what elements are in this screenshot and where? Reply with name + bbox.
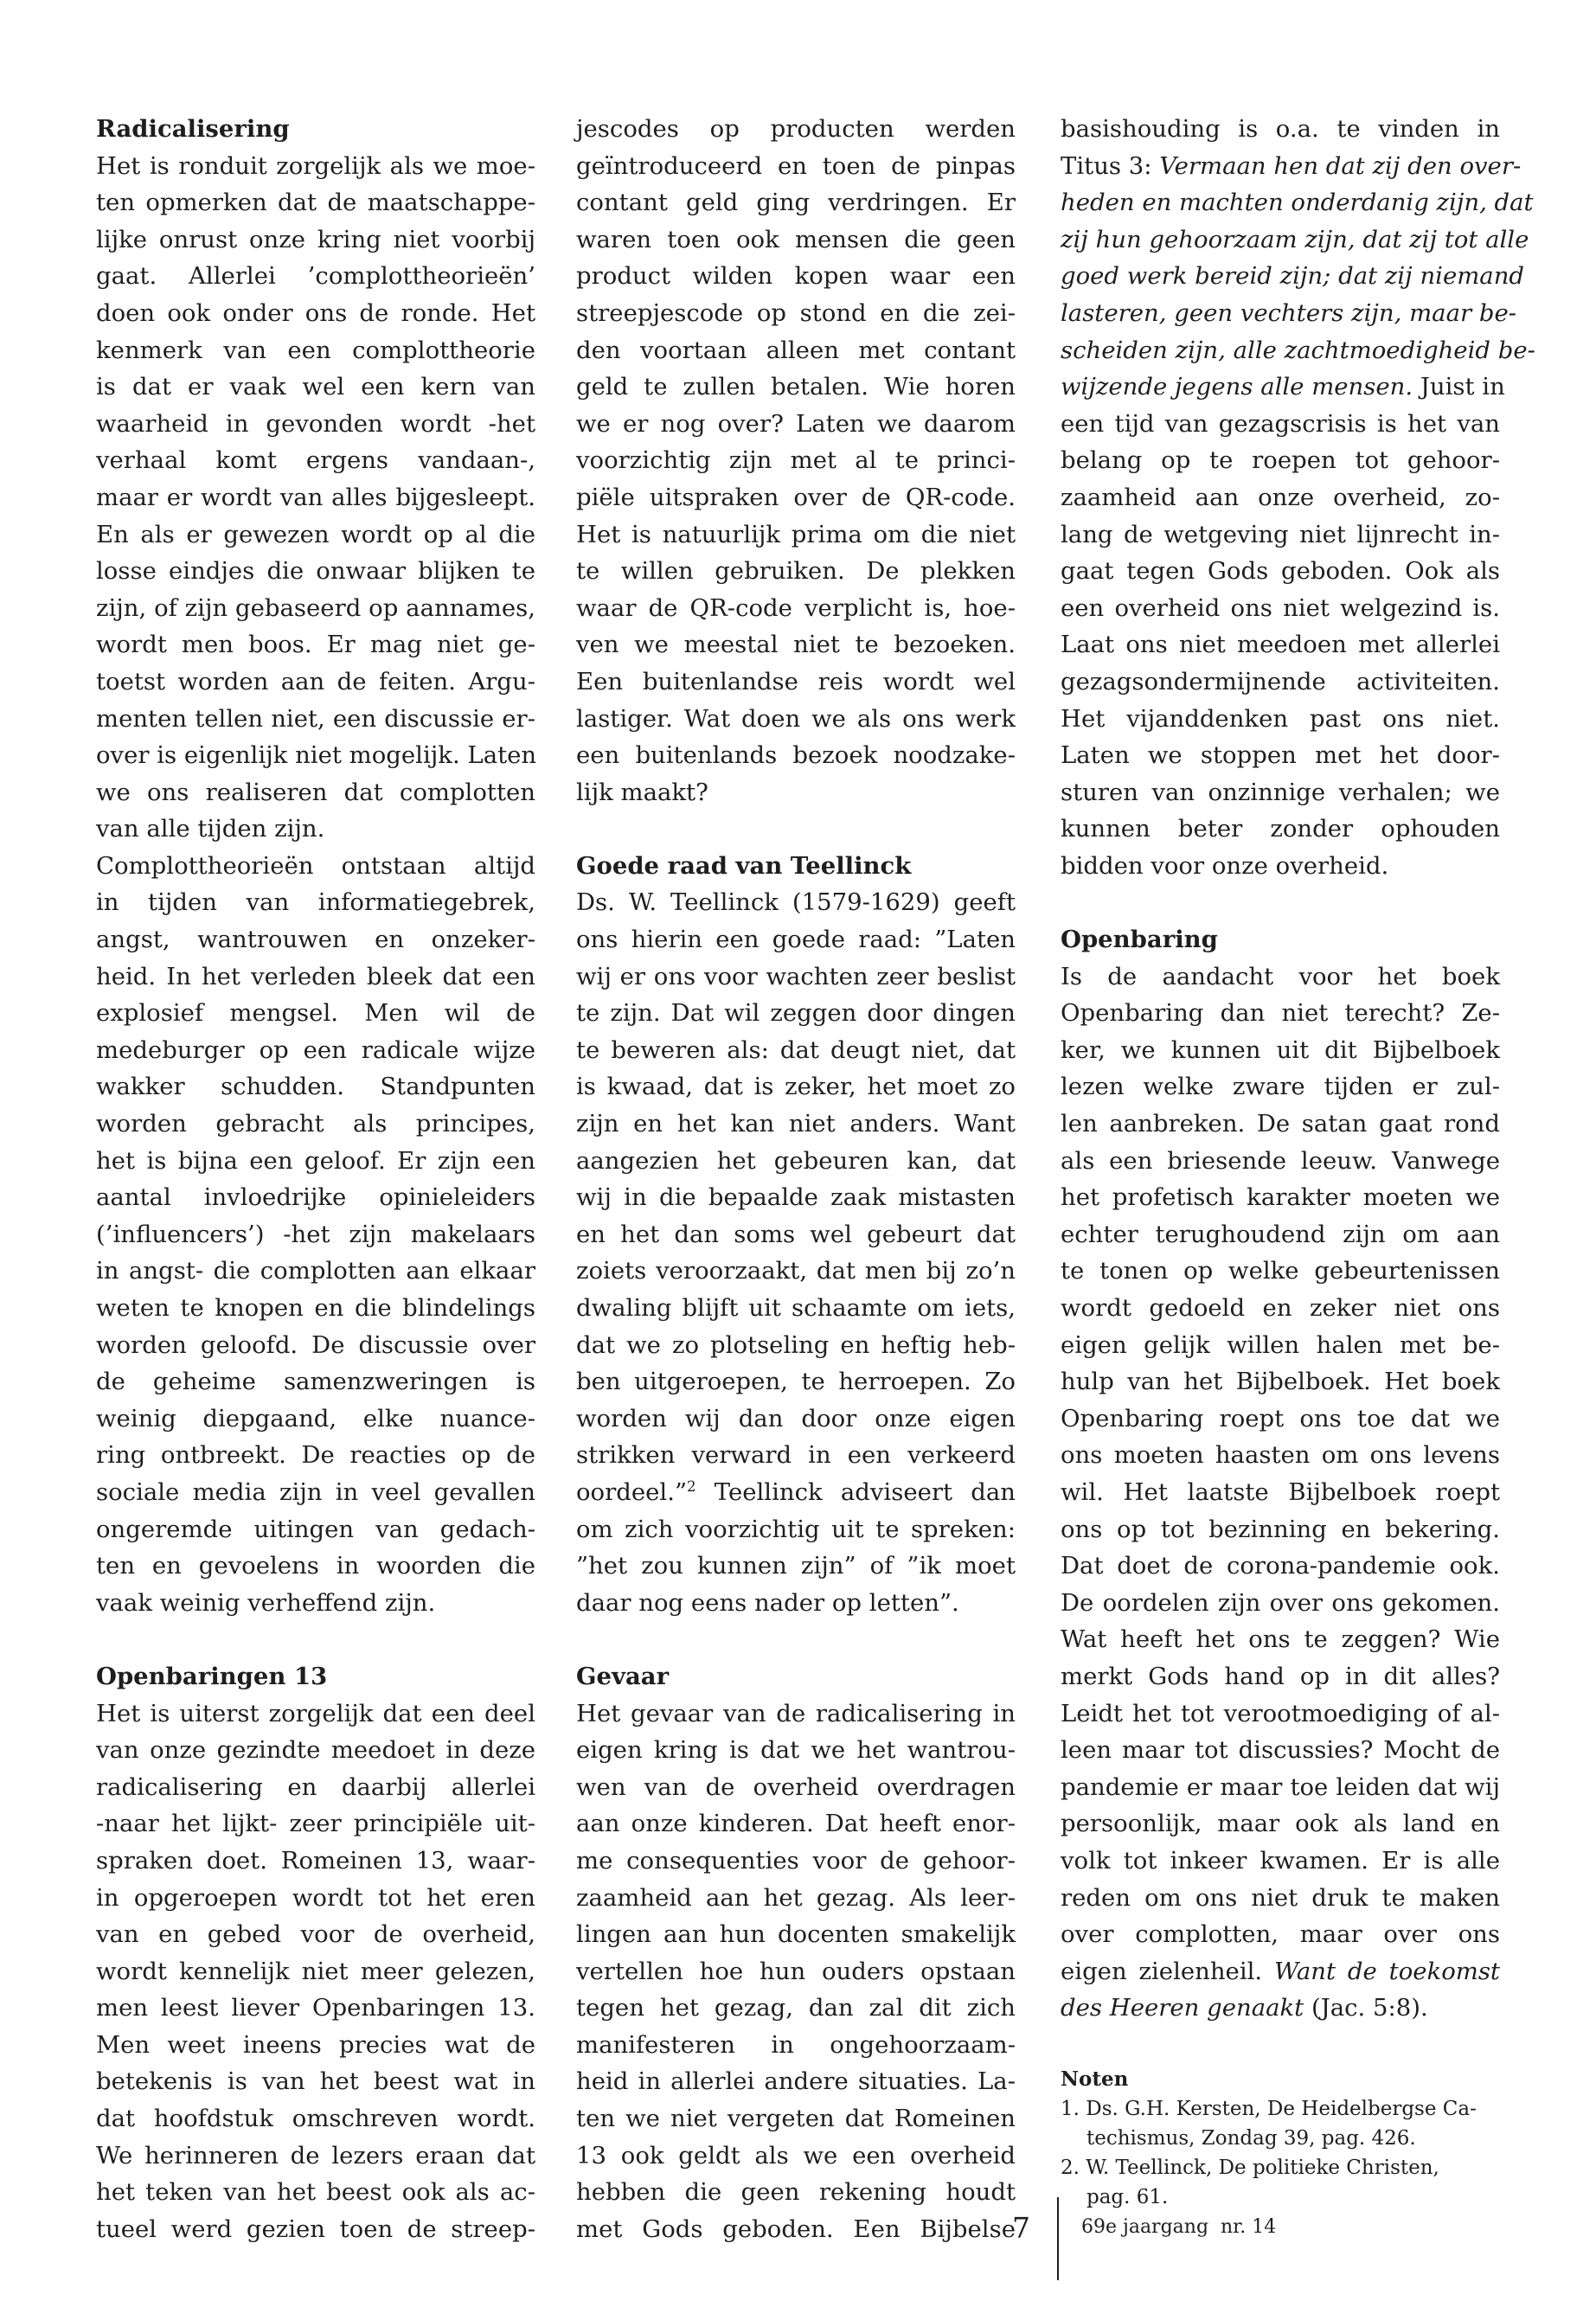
text-line: als een briesende leeuw. Vanwege [1061, 1146, 1500, 1175]
text-line: ven we meestal niet te bezoeken. [576, 631, 1016, 659]
notes-section [1061, 2065, 1500, 2212]
text-line: Complottheorieën ontstaan altijd [96, 851, 535, 880]
text-line [576, 1474, 1016, 1511]
italic-text: heden en machten onderdanig zijn, dat [1061, 189, 1534, 217]
text-line: ring ontbreekt. De reacties op de [96, 1441, 535, 1470]
text-line [1061, 184, 1534, 221]
text-line: Het gevaar van de radicalisering in [576, 1699, 1016, 1727]
text-line: van onze gezindte meedoet in deze [96, 1736, 535, 1765]
paragraph [1061, 111, 1535, 884]
text-line: wij in die bepaalde zaak mistasten [576, 1183, 1016, 1212]
text-line: hebben die geen rekening houdt [576, 2178, 1016, 2207]
text-line: voorzichtig zijn met al te princi- [576, 446, 1016, 475]
text-line: ten en gevoelens in woorden die [96, 1552, 535, 1580]
text-line: we er nog over? Laten we daarom [576, 409, 1016, 438]
text-run: oordeel.” [576, 1477, 688, 1506]
text-line: Ds. W. Teellinck (1579-1629) geeft [576, 888, 1016, 917]
text-line: jescodes op producten werden [576, 115, 1016, 143]
footer-divider [1057, 2197, 1059, 2280]
text-line: ten opmerken dat de maatschappe- [96, 189, 535, 217]
text-line: wakker schudden. Standpunten [96, 1073, 535, 1101]
footnote-line: pag. 61. [1086, 2185, 1169, 2208]
text-line: sturen van onzinnige verhalen; we [1061, 778, 1500, 806]
text-line: ker, we kunnen uit dit Bijbelboek [1061, 1035, 1500, 1064]
footnote-ref: 2 [687, 1477, 696, 1495]
text-line [1061, 221, 1529, 259]
italic-text: scheiden zijn, alle zachtmoedigheid be- [1061, 336, 1535, 364]
text-line: te zijn. Dat wil zeggen door dingen [576, 999, 1016, 1028]
text-line: me consequenties voor de gehoor- [576, 1846, 1016, 1875]
text-column-1 [96, 111, 535, 2247]
text-line: in angst- die complotten aan elkaar [96, 1257, 535, 1285]
text-line: zijn en het kan niet anders. Want [576, 1110, 1016, 1138]
text-line: strikken verward in een verkeerd [576, 1441, 1016, 1470]
text-line: Het is natuurlijk prima om die niet [576, 520, 1016, 548]
text-line: aantal invloedrijke opinieleiders [96, 1183, 535, 1212]
footnote-line: techismus, Zondag 39, pag. 426. [1086, 2126, 1416, 2150]
text-line: gezagsondermijnende activiteiten. [1061, 667, 1500, 695]
text-line: Het is uiterst zorgelijk dat een deel [96, 1699, 535, 1727]
paragraph [96, 148, 535, 1622]
text-line: streepjescode op stond en die zei- [576, 298, 1016, 327]
text-line: spraken doet. Romeinen 13, waar- [96, 1846, 535, 1875]
text-line: te beweren als: dat deugt niet, dat [576, 1035, 1016, 1064]
text-line: 13 ook geldt als we een overheid [576, 2141, 1016, 2170]
section-heading: Goede raad van Teellinck [576, 851, 912, 880]
text-line: ons hierin een goede raad: ”Laten [576, 926, 1016, 954]
text-line: over is eigenlijk niet mogelijk. Laten [96, 741, 537, 770]
text-line: kunnen beter zonder ophouden [1061, 815, 1500, 843]
text-line: tegen het gezag, dan zal dit zich [576, 1994, 1016, 2022]
text-line: -naar het lijkt- zeer principiële uit- [96, 1810, 535, 1838]
section-heading: Openbaring [1061, 926, 1218, 954]
text-line: zijn, of zijn gebaseerd op aannames, [96, 593, 535, 622]
text-line: over complotten, maar over ons [1061, 1920, 1500, 1949]
text-line: betekenis is van het beest wat in [96, 2067, 535, 2096]
text-line: zaamheid aan onze overheid, zo- [1061, 483, 1500, 511]
italic-text: lasteren, geen vechters zijn, maar be- [1061, 298, 1517, 327]
text-line: ben uitgeroepen, te herroepen. Zo [576, 1368, 1016, 1396]
text-line: bidden voor onze overheid. [1061, 851, 1389, 880]
text-line: pandemie er maar toe leiden dat wij [1061, 1772, 1500, 1801]
text-line [1061, 332, 1535, 369]
text-line: lezen welke zware tijden er zul- [1061, 1073, 1500, 1101]
text-line: lingen aan hun docenten smakelijk [576, 1920, 1016, 1949]
notes-heading: Noten [1061, 2067, 1129, 2091]
text-line: doen ook onder ons de ronde. Het [96, 298, 535, 327]
page-number: 7 [1012, 2211, 1030, 2245]
text-line [1061, 295, 1517, 332]
text-line: het teken van het beest ook als ac- [96, 2178, 535, 2207]
text-line: volk tot inkeer kwamen. Er is alle [1061, 1846, 1500, 1875]
paragraph [576, 1695, 1016, 2248]
text-line: we ons realiseren dat complotten [96, 778, 535, 806]
text-line: contant geld ging verdringen. Er [576, 189, 1016, 217]
text-column-3 [1061, 111, 1535, 2212]
text-line: aangezien het gebeuren kan, dat [576, 1146, 1016, 1175]
text-line: het profetisch karakter moeten we [1061, 1183, 1500, 1212]
text-line: toetst worden aan de feiten. Argu- [96, 667, 535, 695]
text-line: Een buitenlandse reis wordt wel [576, 667, 1016, 695]
text-line: worden gebracht als principes, [96, 1110, 535, 1138]
text-line: is kwaad, dat is zeker, het moet zo [576, 1073, 1016, 1101]
text-line: maar er wordt van alles bijgesleept. [96, 483, 535, 511]
text-line: Wat heeft het ons te zeggen? Wie [1061, 1625, 1500, 1654]
text-line: waar de QR-code verplicht is, hoe- [576, 593, 1016, 622]
italic-text: Want de toekomst [1274, 1957, 1500, 1985]
text-line: Leidt het tot verootmoediging of al- [1061, 1699, 1500, 1727]
text-line: Het is ronduit zorgelijk als we moe- [96, 151, 535, 180]
journal-issue-info: 69e jaargang nr. 14 [1081, 2216, 1277, 2238]
text-line: heid. In het verleden bleek dat een [96, 962, 535, 990]
text-line: explosief mengsel. Men wil de [96, 999, 535, 1028]
text-line: persoonlijk, maar ook als land en [1061, 1810, 1500, 1838]
text-column-2 [576, 111, 1016, 2247]
text-line: kenmerk van een complottheorie [96, 336, 535, 364]
text-line: Laat ons niet meedoen met allerlei [1061, 631, 1500, 659]
text-line: reden om ons niet druk te maken [1061, 1883, 1500, 1912]
text-line: vaak weinig verheffend zijn. [96, 1588, 436, 1617]
text-line: tueel werd gezien toen de streep- [96, 2214, 535, 2243]
text-line: Openbaring roept ons toe dat we [1061, 1404, 1500, 1433]
text-line: belang op te roepen tot gehoor- [1061, 446, 1500, 475]
italic-text: Vermaan hen dat zij den over- [1159, 151, 1522, 180]
text-line: lastiger. Wat doen we als ons werk [576, 704, 1016, 733]
text-line: om zich voorzichtig uit te spreken: [576, 1515, 1016, 1543]
section-heading: Gevaar [576, 1662, 670, 1690]
text-line: De oordelen zijn over ons gekomen. [1061, 1588, 1500, 1617]
italic-text: wijzende jegens alle mensen. [1061, 373, 1413, 401]
text-line: verhaal komt ergens vandaan-, [96, 446, 535, 475]
text-line: weten te knopen en die blindelings [96, 1294, 535, 1322]
notes-list [1061, 2094, 1500, 2212]
section-heading: Openbaringen 13 [96, 1662, 328, 1690]
text-line: sociale media zijn in veel gevallen [96, 1477, 535, 1506]
paragraph [1061, 958, 1500, 2027]
text-line: We herinneren de lezers eraan dat [96, 2141, 535, 2170]
text-line: van en gebed voor de overheid, [96, 1920, 535, 1949]
text-line: in tijden van informatiegebrek, [96, 888, 535, 917]
text-line: een tijd van gezagscrisis is het van [1061, 409, 1500, 438]
text-line: hulp van het Bijbelboek. Het boek [1061, 1368, 1500, 1396]
text-line: dat hoofdstuk omschreven wordt. [96, 2105, 535, 2133]
text-line: gaat. Allerlei ’complottheorieën’ [96, 262, 535, 291]
text-line: Laten we stoppen met het door- [1061, 741, 1500, 770]
text-line: En als er gewezen wordt op al die [96, 520, 535, 548]
text-line: geïntroduceerd en toen de pinpas [576, 151, 1016, 180]
text-line: lijke onrust onze kring niet voorbij [96, 225, 535, 253]
text-line: een buitenlands bezoek noodzake- [576, 741, 1016, 770]
text-line: van alle tijden zijn. [96, 815, 325, 843]
text-line: angst, wantrouwen en onzeker- [96, 926, 535, 954]
text-line: leen maar tot discussies? Mocht de [1061, 1736, 1500, 1765]
text-line: dwaling blijft uit schaamte om iets, [576, 1294, 1016, 1322]
text-line: wordt gedoeld en zeker niet ons [1061, 1294, 1500, 1322]
text-line: wordt men boos. Er mag niet ge- [96, 631, 535, 659]
paragraph [576, 111, 1016, 811]
text-line: worden geloofd. De discussie over [96, 1330, 535, 1359]
text-line: vertellen hoe hun ouders opstaan [576, 1957, 1016, 1985]
footnote-line: 1. Ds. G.H. Kersten, De Heidelbergse Ca- [1061, 2097, 1477, 2120]
text-line: Het vijanddenken past ons niet. [1061, 704, 1500, 733]
text-line: merkt Gods hand op in dit alles? [1061, 1662, 1500, 1690]
text-line [1061, 1990, 1500, 2027]
text-line: piële uitspraken over de QR-code. [576, 483, 1016, 511]
text-line: en het dan soms wel gebeurt dat [576, 1220, 1016, 1248]
text-line: (’influencers’) -het zijn makelaars [96, 1220, 535, 1248]
text-line: waarheid in gevonden wordt -het [96, 409, 535, 438]
text-line: geld te zullen betalen. Wie horen [576, 373, 1016, 401]
text-line: een overheid ons niet welgezind is. [1061, 593, 1500, 622]
text-line: de geheime samenzweringen is [96, 1368, 535, 1396]
text-line: len aanbreken. De satan gaat rond [1061, 1110, 1500, 1138]
text-line: gaat tegen Gods geboden. Ook als [1061, 557, 1500, 586]
text-line: Is de aandacht voor het boek [1061, 962, 1500, 990]
text-line: basishouding is o.a. te vinden in [1061, 115, 1500, 143]
footnote [1061, 2094, 1500, 2153]
paragraph [576, 884, 1016, 1621]
italic-text: des Heeren genaakt [1061, 1994, 1304, 2022]
text-line: Men weet ineens precies wat de [96, 2030, 535, 2059]
section-heading: Radicalisering [96, 115, 290, 143]
text-line: daar nog eens nader op letten”. [576, 1588, 959, 1617]
text-run: Juist in [1413, 373, 1505, 401]
text-line: wordt kennelijk niet meer gelezen, [96, 1957, 535, 1985]
text-line: worden wij dan door onze eigen [576, 1404, 1016, 1433]
italic-text: zij hun gehoorzaam zijn, dat zij tot alle [1061, 225, 1529, 253]
paragraph [96, 1695, 535, 2248]
text-line: wen van de overheid overdragen [576, 1772, 1016, 1801]
text-line: den voortaan alleen met contant [576, 336, 1016, 364]
page-footer [986, 2197, 1332, 2284]
text-run: (Jac. 5:8). [1304, 1994, 1428, 2022]
text-line [1061, 148, 1522, 185]
text-line: weinig diepgaand, elke nuance- [96, 1404, 535, 1433]
text-run: Titus 3: [1061, 151, 1160, 180]
text-line: men leest liever Openbaringen 13. [96, 1994, 535, 2022]
text-line [1061, 258, 1525, 295]
text-line: menten tellen niet, een discussie er- [96, 704, 535, 733]
text-line: lang de wetgeving niet lijnrecht in- [1061, 520, 1500, 548]
text-line: wij er ons voor wachten zeer beslist [576, 962, 1016, 990]
text-line: echter terughoudend zijn om aan [1061, 1220, 1500, 1248]
text-line: is dat er vaak wel een kern van [96, 373, 535, 401]
text-line: dat we zo plotseling en heftig heb- [576, 1330, 1016, 1359]
text-line: waren toen ook mensen die geen [576, 225, 1016, 253]
text-line: losse eindjes die onwaar blijken te [96, 557, 535, 586]
text-line: heid in allerlei andere situaties. La- [576, 2067, 1016, 2096]
text-line [1061, 1953, 1500, 1990]
text-line: wil. Het laatste Bijbelboek roept [1061, 1477, 1500, 1506]
text-line: ”het zou kunnen zijn” of ”ik moet [576, 1552, 1016, 1580]
text-line: ongeremde uitingen van gedach- [96, 1515, 535, 1543]
text-line: het is bijna een geloof. Er zijn een [96, 1146, 535, 1175]
italic-text: goed werk bereid zijn; dat zij niemand [1061, 262, 1525, 291]
text-line: te tonen op welke gebeurtenissen [1061, 1257, 1500, 1285]
text-line: eigen kring is dat we het wantrou- [576, 1736, 1016, 1765]
text-line: lijk maakt? [576, 778, 708, 806]
text-line: ons op tot bezinning en bekering. [1061, 1515, 1500, 1543]
text-line: medeburger op een radicale wijze [96, 1035, 535, 1064]
text-line: aan onze kinderen. Dat heeft enor- [576, 1810, 1016, 1838]
text-line: product wilden kopen waar een [576, 262, 1016, 291]
column-3-content [1061, 111, 1535, 2027]
text-line: met Gods geboden. Een Bijbelse [576, 2214, 1016, 2243]
text-line: in opgeroepen wordt tot het eren [96, 1883, 535, 1912]
text-line: Dat doet de corona-pandemie ook. [1061, 1552, 1500, 1580]
text-line: eigen gelijk willen halen met be- [1061, 1330, 1500, 1359]
text-run: Teellinck adviseert dan [695, 1477, 1016, 1506]
text-line: te willen gebruiken. De plekken [576, 557, 1016, 586]
text-line: radicalisering en daarbij allerlei [96, 1772, 535, 1801]
text-line: zaamheid aan het gezag. Als leer- [576, 1883, 1016, 1912]
text-line: ten we niet vergeten dat Romeinen [576, 2105, 1016, 2133]
text-line: Openbaring dan niet terecht? Ze- [1061, 999, 1500, 1028]
text-line: zoiets veroorzaakt, dat men bij zo’n [576, 1257, 1016, 1285]
text-line [1061, 369, 1505, 406]
footnote-line: 2. W. Teellinck, De politieke Christen, [1061, 2156, 1439, 2179]
text-run: eigen zielenheil. [1061, 1957, 1275, 1985]
text-line: ons moeten haasten om ons levens [1061, 1441, 1500, 1470]
text-line: manifesteren in ongehoorzaam- [576, 2030, 1016, 2059]
